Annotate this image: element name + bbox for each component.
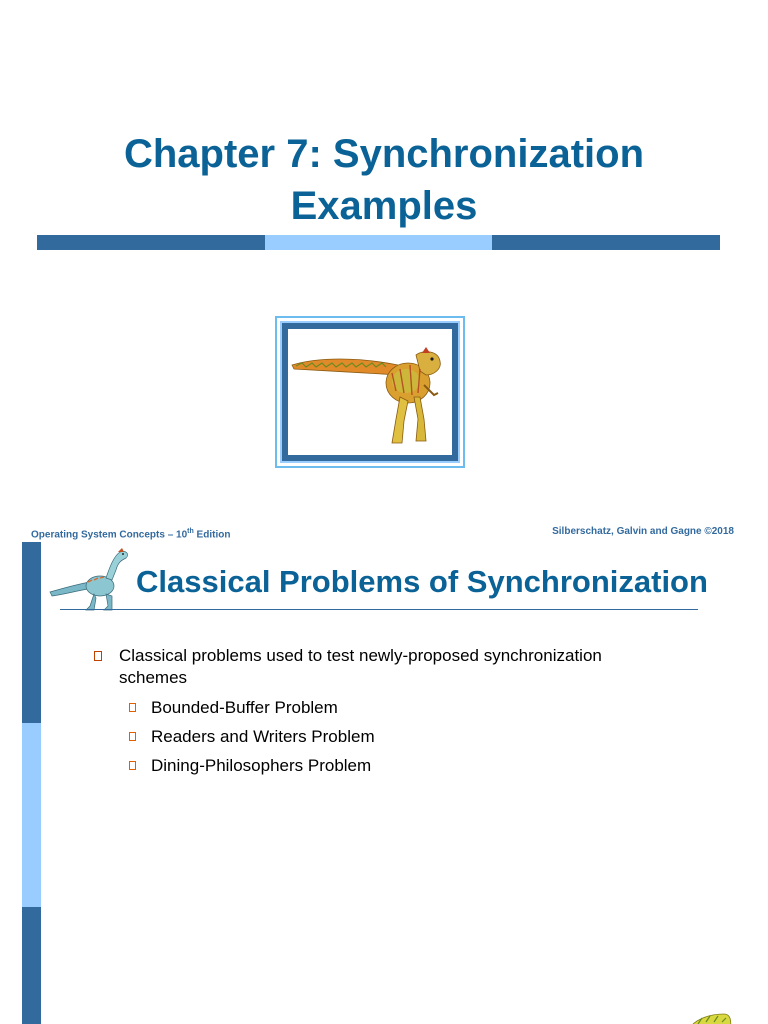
footer-book-title-sup: th — [187, 528, 194, 535]
dinosaur-illustration — [282, 323, 458, 461]
accent-bar-dark-bottom — [22, 907, 41, 1024]
sub-bullet-text: Dining-Philosophers Problem — [151, 756, 372, 775]
footer-book-title — [31, 528, 230, 540]
corner-dinosaur-icon — [684, 1010, 734, 1024]
dinosaur-picture-frame — [275, 316, 465, 468]
left-accent-bar — [22, 542, 41, 1024]
title-underline — [60, 609, 698, 610]
chapter-title-line1: Chapter 7: Synchronization — [123, 132, 645, 176]
chapter-title-line2: Examples — [290, 184, 478, 228]
sub-list-item — [129, 726, 375, 748]
footer-book-title-suffix: Edition — [193, 529, 231, 541]
dinosaur-icon — [48, 548, 134, 612]
bullet-square-icon — [129, 761, 136, 770]
bullet-square-icon — [94, 651, 102, 661]
bullet-text: Classical problems used to test newly-proposed synchronization schemes — [119, 646, 602, 687]
divider-segment-dark — [492, 235, 720, 250]
divider-segment-light — [265, 235, 493, 250]
sub-list-item — [129, 755, 371, 777]
slide-title: Classical Problems of Synchronization — [136, 564, 708, 599]
bullet-square-icon — [129, 703, 136, 712]
accent-bar-light — [22, 723, 41, 907]
accent-bar-dark-top — [22, 542, 41, 723]
divider-segment-dark — [37, 235, 265, 250]
footer-authors: Silberschatz, Galvin and Gagne ©2018 — [552, 526, 734, 537]
title-divider-bar — [37, 235, 720, 250]
sub-list-item — [129, 697, 338, 719]
chapter-title — [0, 128, 768, 232]
sub-bullet-text: Bounded-Buffer Problem — [151, 698, 338, 717]
list-item — [94, 645, 654, 689]
dinosaur-icon — [288, 329, 452, 455]
footer-book-title-text: Operating System Concepts – 10 — [31, 529, 188, 541]
sub-bullet-text: Readers and Writers Problem — [151, 727, 375, 746]
bullet-square-icon — [129, 732, 136, 741]
content-slide — [0, 520, 768, 1024]
